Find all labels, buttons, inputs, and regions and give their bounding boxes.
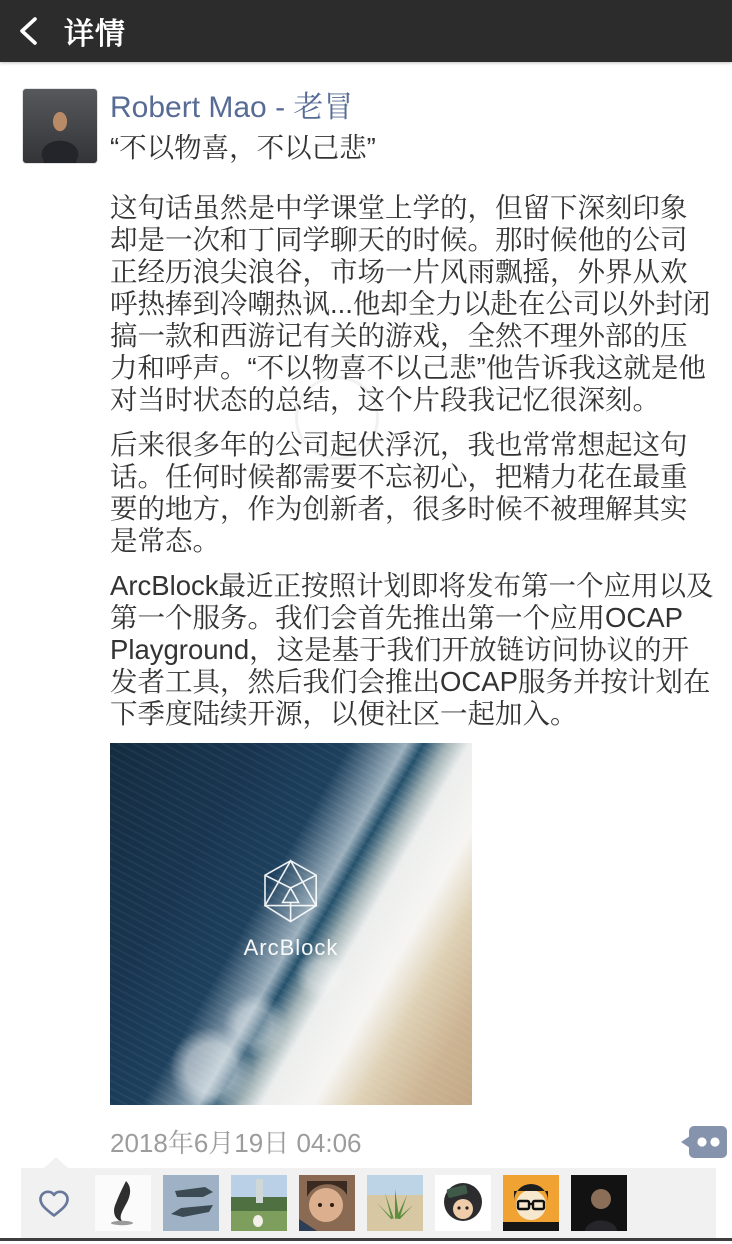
liker-thumbnail-glasses-avatar[interactable] [503,1175,559,1231]
seagull-photo [95,1175,151,1231]
arcblock-logo [244,859,339,961]
nav-bar [0,0,732,62]
post-image-ocean-beach[interactable] [110,743,472,1105]
dark-portrait-photo [571,1175,627,1231]
post-body [110,192,714,1160]
back-button[interactable] [6,0,52,62]
author-column [110,88,376,165]
post-header [22,88,376,165]
arcblock-hexagon-icon [259,859,323,925]
post-paragraph-1: 这句话虽然是中学课堂上学的，但留下深刻印象却是一次和丁同学聊天的时候。那时候他的公司正经历浪尖浪谷，市场一片风雨飘摇，外界从欢呼热捧到冷嘲热讽...他却全力以赴在公司以外封闭搞一款和西游记有关的游戏，全然不理外部的压力和呼声。“不以物喜不以己悲”他告诉我这就是他对当时状态的总结，这个片段我记忆很深刻。 [110,192,711,415]
desert-plant-photo [367,1175,423,1231]
liker-thumbnail-plant[interactable] [367,1175,423,1231]
heart-outline-icon[interactable] [37,1187,71,1219]
author-avatar[interactable] [22,88,98,164]
baby-photo [299,1175,355,1231]
chevron-left-icon [16,16,42,46]
screen-bottom-divider [0,1238,732,1241]
fighter-jets-photo [163,1175,219,1231]
liker-thumbnail-jets[interactable] [163,1175,219,1231]
liker-thumbnail-dark-portrait[interactable] [571,1175,627,1231]
author-name[interactable]: Robert Mao - 老冒 [110,91,354,124]
likes-panel-notch [43,1157,69,1169]
arcblock-logo-text: ArcBlock [243,934,339,960]
post-paragraph-3: ArcBlock最近正按照计划即将发布第一个应用以及第一个服务。我们会首先推出第一个应用OCAP Playground，这是基于我们开放链访问协议的开发者工具，然后我们会推出OCAP服务并按计划在下季度陆续开源，以便社区一起加入。 [110,570,714,729]
liker-thumbnail-seagull[interactable] [95,1175,151,1231]
page-title: 详情 [64,18,126,51]
refresh-ring [295,376,379,460]
post-quote-line: “不以物喜，不以己悲” [110,132,376,163]
date-row [110,1123,728,1160]
cartoon-glasses-avatar [503,1175,559,1231]
cartoon-helmet-avatar [435,1175,491,1231]
liker-thumbnail-baby[interactable] [299,1175,355,1231]
park-tower-photo [231,1175,287,1231]
post-paragraph-2: 后来很多年的公司起伏浮沉，我也常常想起这句话。任何时候都需要不忘初心，把精力花在最重要的地方，作为创新者，很多时候不被理解其实是常态。 [110,429,688,556]
likes-panel [21,1168,716,1238]
comment-bubble-two-dots-icon [680,1124,728,1160]
liker-thumbnail-helmet-avatar[interactable] [435,1175,491,1231]
comment-button[interactable] [680,1124,728,1160]
post-date: 2018年6月19日 04:06 [110,1128,362,1158]
liker-thumbnail-park[interactable] [231,1175,287,1231]
